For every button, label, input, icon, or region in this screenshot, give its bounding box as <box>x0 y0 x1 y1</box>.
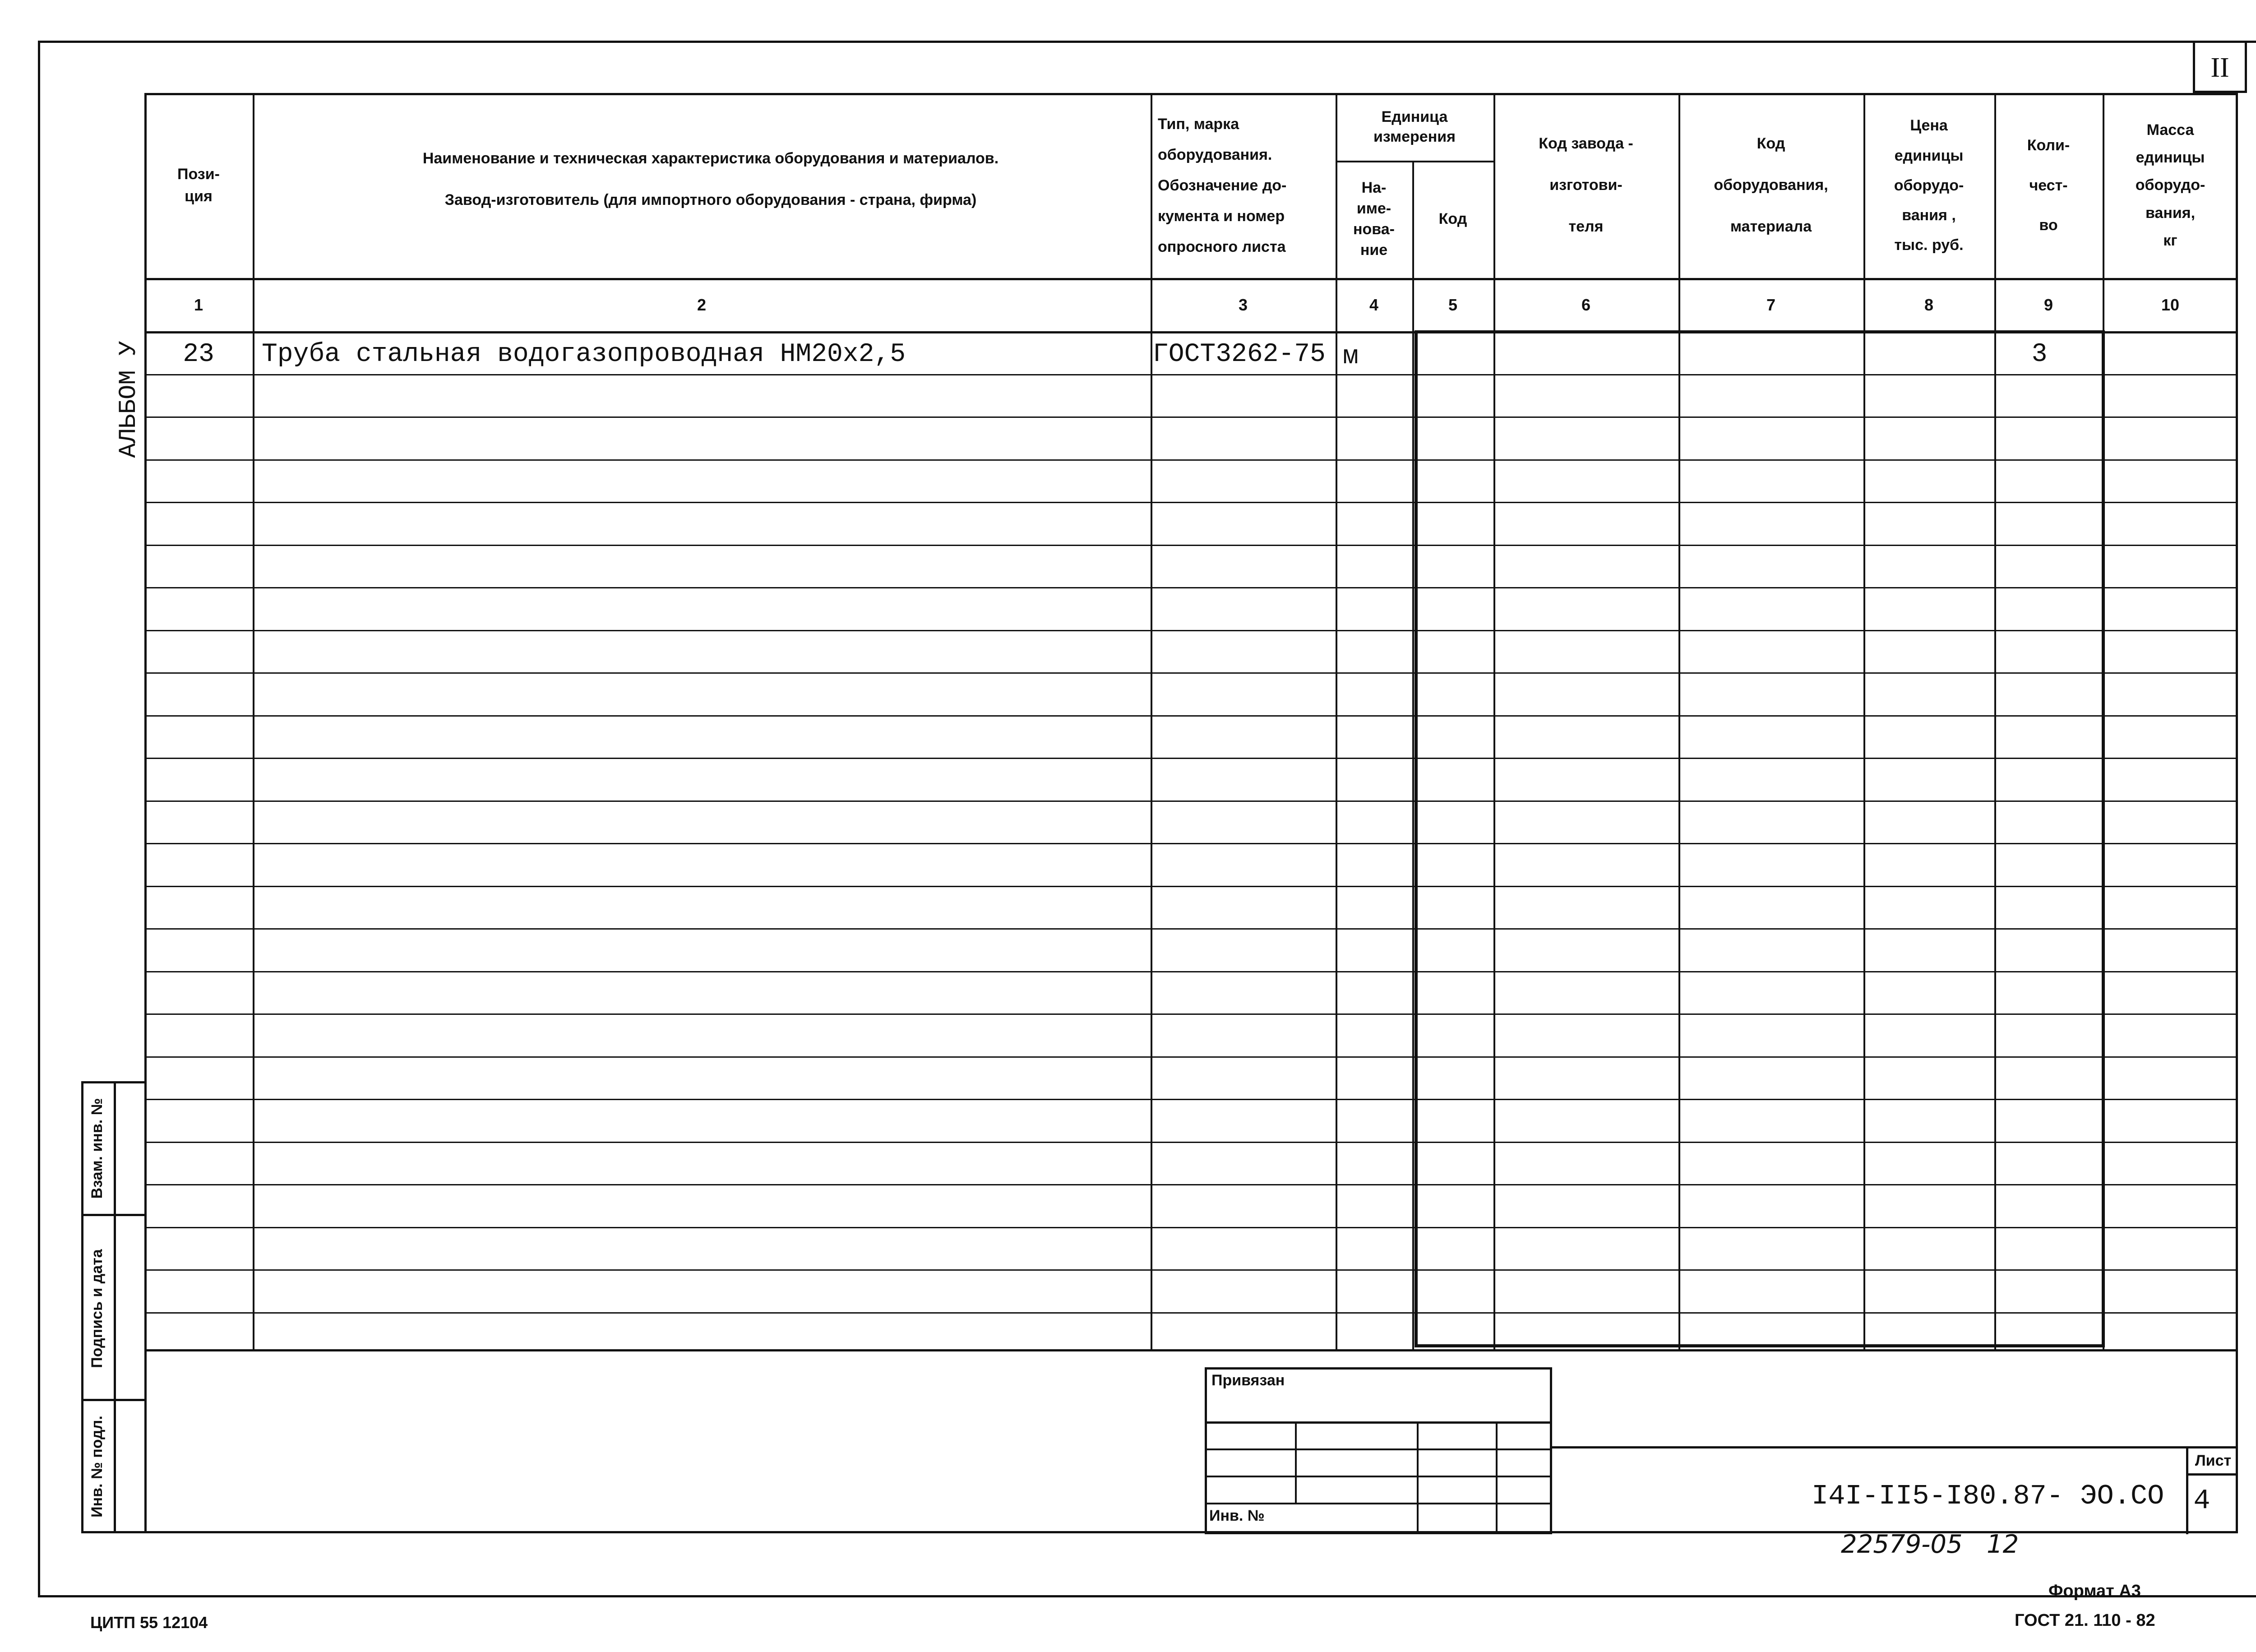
privyazan-h4 <box>1205 1503 1552 1504</box>
header-col2: Наименование и техническая характеристика оборудования и материалов. Завод-изготовитель (для импортного оборудования - страна, фирма) <box>422 150 999 208</box>
row1-unit: м <box>1343 342 1359 371</box>
colnum-4: 4 <box>1369 296 1379 314</box>
col-separator <box>253 93 254 1349</box>
colnum-8: 8 <box>1924 296 1934 314</box>
header-col4: На- име- нова- ние <box>1353 179 1395 259</box>
side-stamp-inv-podl: Инв. № подл. <box>88 1416 106 1518</box>
privyazan-v3 <box>1496 1421 1498 1534</box>
header-col8: Цена единицы оборудо- вания , тыс. руб. <box>1894 117 1964 254</box>
album-label: АЛЬБОМ У <box>115 341 143 458</box>
footer-format: Формат А3 <box>2048 1582 2141 1601</box>
document-designation: I4I-II5-I80.87- ЭО.СО <box>1812 1480 2164 1512</box>
colnum-2: 2 <box>697 296 707 314</box>
privyazan-v1 <box>1295 1421 1297 1503</box>
privyazan-v2 <box>1417 1421 1419 1534</box>
colnum-5: 5 <box>1448 296 1458 314</box>
side-stamp-vzam: Взам. инв. № <box>88 1098 106 1199</box>
title-block-top <box>1552 1446 2238 1448</box>
colnum-7: 7 <box>1766 296 1776 314</box>
colnum-9: 9 <box>2043 296 2053 314</box>
privyazan-label: Привязан <box>1211 1372 1285 1389</box>
privyazan-h3 <box>1205 1476 1552 1477</box>
colnum-10: 10 <box>2161 296 2180 314</box>
row1-doc: ГОСТ3262-75 <box>1153 339 1326 369</box>
side-stamp-podpis: Подпись и дата <box>88 1249 106 1368</box>
heavy-block-border <box>1415 330 2105 1347</box>
header-col6: Код завода - изготови- теля <box>1539 135 1633 235</box>
privyazan-h2 <box>1205 1448 1552 1450</box>
header-col9: Коли- чест- во <box>2027 137 2070 234</box>
inv-no-label: Инв. № <box>1209 1507 1265 1524</box>
corner-mark: II <box>2210 52 2229 83</box>
colnum-3: 3 <box>1238 296 1248 314</box>
header-unit-group: Единица измерения <box>1373 108 1456 145</box>
unit-group-underline <box>1336 161 1493 162</box>
side-stamp-divider <box>114 1081 116 1533</box>
row1-name: Труба стальная водогазопроводная НМ20х2,5 <box>262 339 906 369</box>
header-col7: Код оборудования, материала <box>1714 135 1828 235</box>
footer-gost: ГОСТ 21. 110 - 82 <box>2015 1611 2155 1630</box>
col-separator <box>1336 93 1337 1349</box>
handwritten-number: 22579-05 12 <box>1841 1530 2019 1559</box>
row1-position: 23 <box>183 339 214 369</box>
row1-qty: 3 <box>2031 339 2048 369</box>
colnum-1: 1 <box>194 296 203 314</box>
table-body-bottom <box>144 1349 2238 1351</box>
header-bottom-line <box>144 278 2238 280</box>
list-label: Лист <box>2195 1452 2232 1469</box>
privyazan-h1 <box>1205 1421 1552 1424</box>
footer-left: ЦИТП 55 12104 <box>90 1613 208 1632</box>
list-number: 4 <box>2193 1484 2210 1517</box>
col-separator <box>1151 93 1152 1349</box>
colnum-6: 6 <box>1581 296 1591 314</box>
col-separator <box>1412 161 1414 1349</box>
header-col3: Тип, марка оборудования. Обозначение до- кумента и номер опросного листа <box>1158 116 1287 255</box>
header-col1: Пози- ция <box>177 165 220 205</box>
header-col5: Код <box>1438 210 1467 228</box>
header-col10: Масса единицы оборудо- вания, кг <box>2135 121 2205 249</box>
